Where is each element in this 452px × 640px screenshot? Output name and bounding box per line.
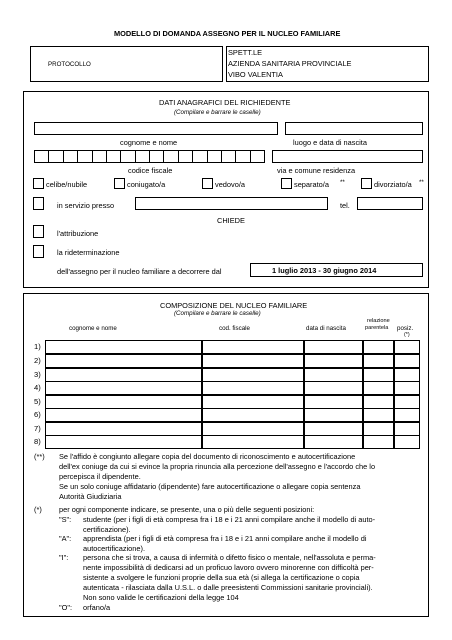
tel-label: tel. — [340, 201, 350, 210]
member-name-cell[interactable] — [45, 422, 202, 436]
member-name-cell[interactable] — [45, 395, 202, 409]
member-birth-cell[interactable] — [304, 354, 363, 368]
member-position-cell[interactable] — [394, 435, 420, 449]
header-birth: data di nascita — [306, 325, 346, 332]
header-pos-mark: (*) — [404, 332, 410, 338]
recipient-line-2: AZIENDA SANITARIA PROVINCIALE — [228, 59, 352, 68]
note1-line: dell'ex coniuge da cui si evince la propria rinuncia alla percezione dell'assegno e l'accordo che lo — [59, 462, 376, 471]
anagrafici-section — [23, 91, 429, 288]
member-position-cell[interactable] — [394, 354, 420, 368]
coniugato-label: coniugato/a — [127, 180, 166, 189]
member-relation-cell[interactable] — [363, 368, 394, 382]
codice-fiscale-field[interactable] — [34, 150, 265, 163]
member-cf-cell[interactable] — [202, 354, 304, 368]
member-cf-cell[interactable] — [202, 422, 304, 436]
separato-mark: ** — [340, 179, 345, 186]
period-value: 1 luglio 2013 - 30 giugno 2014 — [272, 266, 377, 275]
protocol-label: PROTOCOLLO — [48, 61, 91, 68]
rideterminazione-checkbox[interactable] — [33, 245, 44, 258]
member-relation-cell[interactable] — [363, 435, 394, 449]
vedovo-label: vedovo/a — [215, 180, 245, 189]
member-cf-cell[interactable] — [202, 435, 304, 449]
separato-label: separato/a — [294, 180, 329, 189]
member-birth-cell[interactable] — [304, 408, 363, 422]
member-birth-cell[interactable] — [304, 395, 363, 409]
note1-mark: (**) — [34, 452, 45, 461]
member-position-cell[interactable] — [394, 395, 420, 409]
vedovo-checkbox[interactable] — [202, 178, 213, 189]
member-position-cell[interactable] — [394, 422, 420, 436]
row-label: 1) — [34, 342, 41, 351]
celibe-checkbox[interactable] — [33, 178, 44, 189]
row-label: 8) — [34, 437, 41, 446]
form-title: MODELLO DI DOMANDA ASSEGNO PER IL NUCLEO FAMILIARE — [114, 29, 341, 38]
row-label: 4) — [34, 383, 41, 392]
member-name-cell[interactable] — [45, 435, 202, 449]
composizione-title: COMPOSIZIONE DEL NUCLEO FAMILIARE — [160, 301, 308, 310]
member-birth-cell[interactable] — [304, 381, 363, 395]
member-relation-cell[interactable] — [363, 354, 394, 368]
recipient-line-3: VIBO VALENTIA — [228, 70, 283, 79]
note2-intro: per ogni componente indicare, se presente, una o più delle seguenti posizioni: — [59, 505, 315, 514]
code-i: "I": — [59, 553, 69, 562]
member-birth-cell[interactable] — [304, 340, 363, 354]
member-position-cell[interactable] — [394, 408, 420, 422]
note1-line: Se l'affido è congiunto allegare copia del documento di riconoscimento e autocertificazione — [59, 452, 356, 461]
note1-line: percepisca il dipendente. — [59, 472, 141, 481]
member-relation-cell[interactable] — [363, 381, 394, 395]
member-cf-cell[interactable] — [202, 381, 304, 395]
member-birth-cell[interactable] — [304, 368, 363, 382]
code-o-line: orfano/a — [83, 603, 111, 612]
period-box — [250, 263, 423, 277]
code-i-line: nente impossibilità di dedicarsi ad un proficuo lavoro ovvero minorenne con difficoltà per- — [83, 563, 374, 572]
separato-checkbox[interactable] — [281, 178, 292, 189]
divorziato-mark: ** — [419, 179, 424, 186]
member-name-cell[interactable] — [45, 340, 202, 354]
address-label: via e comune residenza — [277, 166, 356, 175]
member-name-cell[interactable] — [45, 381, 202, 395]
birth-label: luogo e data di nascita — [293, 138, 367, 147]
code-i-line: autenticata - rilasciata dalla U.S.L. o dalle preesistenti Commissioni sanitarie provinciali). — [83, 583, 373, 592]
row-label: 3) — [34, 370, 41, 379]
header-pos: posiz. — [397, 325, 414, 332]
rideterminazione-label: la rideterminazione — [57, 248, 120, 257]
member-relation-cell[interactable] — [363, 408, 394, 422]
member-cf-cell[interactable] — [202, 408, 304, 422]
cf-label: codice fiscale — [128, 166, 173, 175]
row-label: 2) — [34, 356, 41, 365]
member-relation-cell[interactable] — [363, 422, 394, 436]
attribuzione-label: l'attribuzione — [57, 229, 99, 238]
chiede-label: CHIEDE — [217, 216, 245, 225]
attribuzione-checkbox[interactable] — [33, 225, 44, 238]
note1-line: Autorità Giudiziaria — [59, 492, 122, 501]
member-cf-cell[interactable] — [202, 368, 304, 382]
code-a-line: apprendista (per i figli di età compresa fra i 18 e i 21 anni compilare anche il modello di — [83, 534, 367, 543]
member-position-cell[interactable] — [394, 368, 420, 382]
code-a-line: autocertificazione). — [83, 544, 146, 553]
member-birth-cell[interactable] — [304, 435, 363, 449]
row-label: 7) — [34, 424, 41, 433]
tel-field[interactable] — [357, 197, 423, 210]
member-position-cell[interactable] — [394, 340, 420, 354]
recipient-box — [226, 46, 429, 82]
note1-line: Se un solo coniuge affidatario (dipendente) fare autocertificazione o allegare copia sentenza — [59, 482, 361, 491]
member-position-cell[interactable] — [394, 381, 420, 395]
birth-field[interactable] — [285, 122, 423, 135]
code-s-line: certificazione). — [83, 525, 131, 534]
member-cf-cell[interactable] — [202, 395, 304, 409]
code-i-line: persona che si trova, a causa di infermità o difetto fisico o mentale, nell'assoluta e perma- — [83, 553, 376, 562]
code-i-line: Non sono valide le certificazioni della legge 104 — [83, 593, 239, 602]
composizione-subtitle: (Compilare e barrare le caselle) — [174, 310, 261, 317]
service-field[interactable] — [135, 197, 328, 210]
header-relation-2: parentela — [365, 325, 389, 331]
service-checkbox[interactable] — [33, 197, 44, 210]
divorziato-checkbox[interactable] — [361, 178, 372, 189]
member-cf-cell[interactable] — [202, 340, 304, 354]
name-label: cognome e nome — [120, 138, 178, 147]
divorziato-label: divorziato/a — [374, 180, 412, 189]
coniugato-checkbox[interactable] — [114, 178, 125, 189]
header-cf: cod. fiscale — [219, 325, 250, 332]
row-label: 5) — [34, 397, 41, 406]
member-name-cell[interactable] — [45, 354, 202, 368]
header-relation-1: relazione — [367, 318, 390, 324]
code-s-line: studente (per i figli di età compresa fra i 18 e i 21 anni compilare anche il modello di auto- — [83, 515, 376, 524]
anagrafici-title: DATI ANAGRAFICI DEL RICHIEDENTE — [159, 98, 291, 107]
member-relation-cell[interactable] — [363, 340, 394, 354]
member-name-cell[interactable] — [45, 408, 202, 422]
member-name-cell[interactable] — [45, 368, 202, 382]
decorrere-label: dell'assegno per il nucleo familiare a decorrere dal — [57, 267, 222, 276]
code-a: "A": — [59, 534, 72, 543]
header-name: cognome e nome — [69, 325, 117, 332]
code-o: "O": — [59, 603, 73, 612]
note2-mark: (*) — [34, 505, 42, 514]
code-i-line: sistente a svolgere le funzioni proprie della sua età (si allega la certificazione o copia — [83, 573, 360, 582]
protocol-box[interactable] — [30, 46, 223, 82]
celibe-label: celibe/nubile — [46, 180, 88, 189]
row-label: 6) — [34, 410, 41, 419]
anagrafici-subtitle: (Compilare e barrare le caselle) — [174, 109, 261, 116]
code-s: "S": — [59, 515, 72, 524]
name-field[interactable] — [34, 122, 278, 135]
service-label: in servizio presso — [57, 201, 115, 210]
recipient-line-1: SPETT.LE — [228, 48, 263, 57]
address-field[interactable] — [272, 150, 423, 163]
member-relation-cell[interactable] — [363, 395, 394, 409]
member-birth-cell[interactable] — [304, 422, 363, 436]
